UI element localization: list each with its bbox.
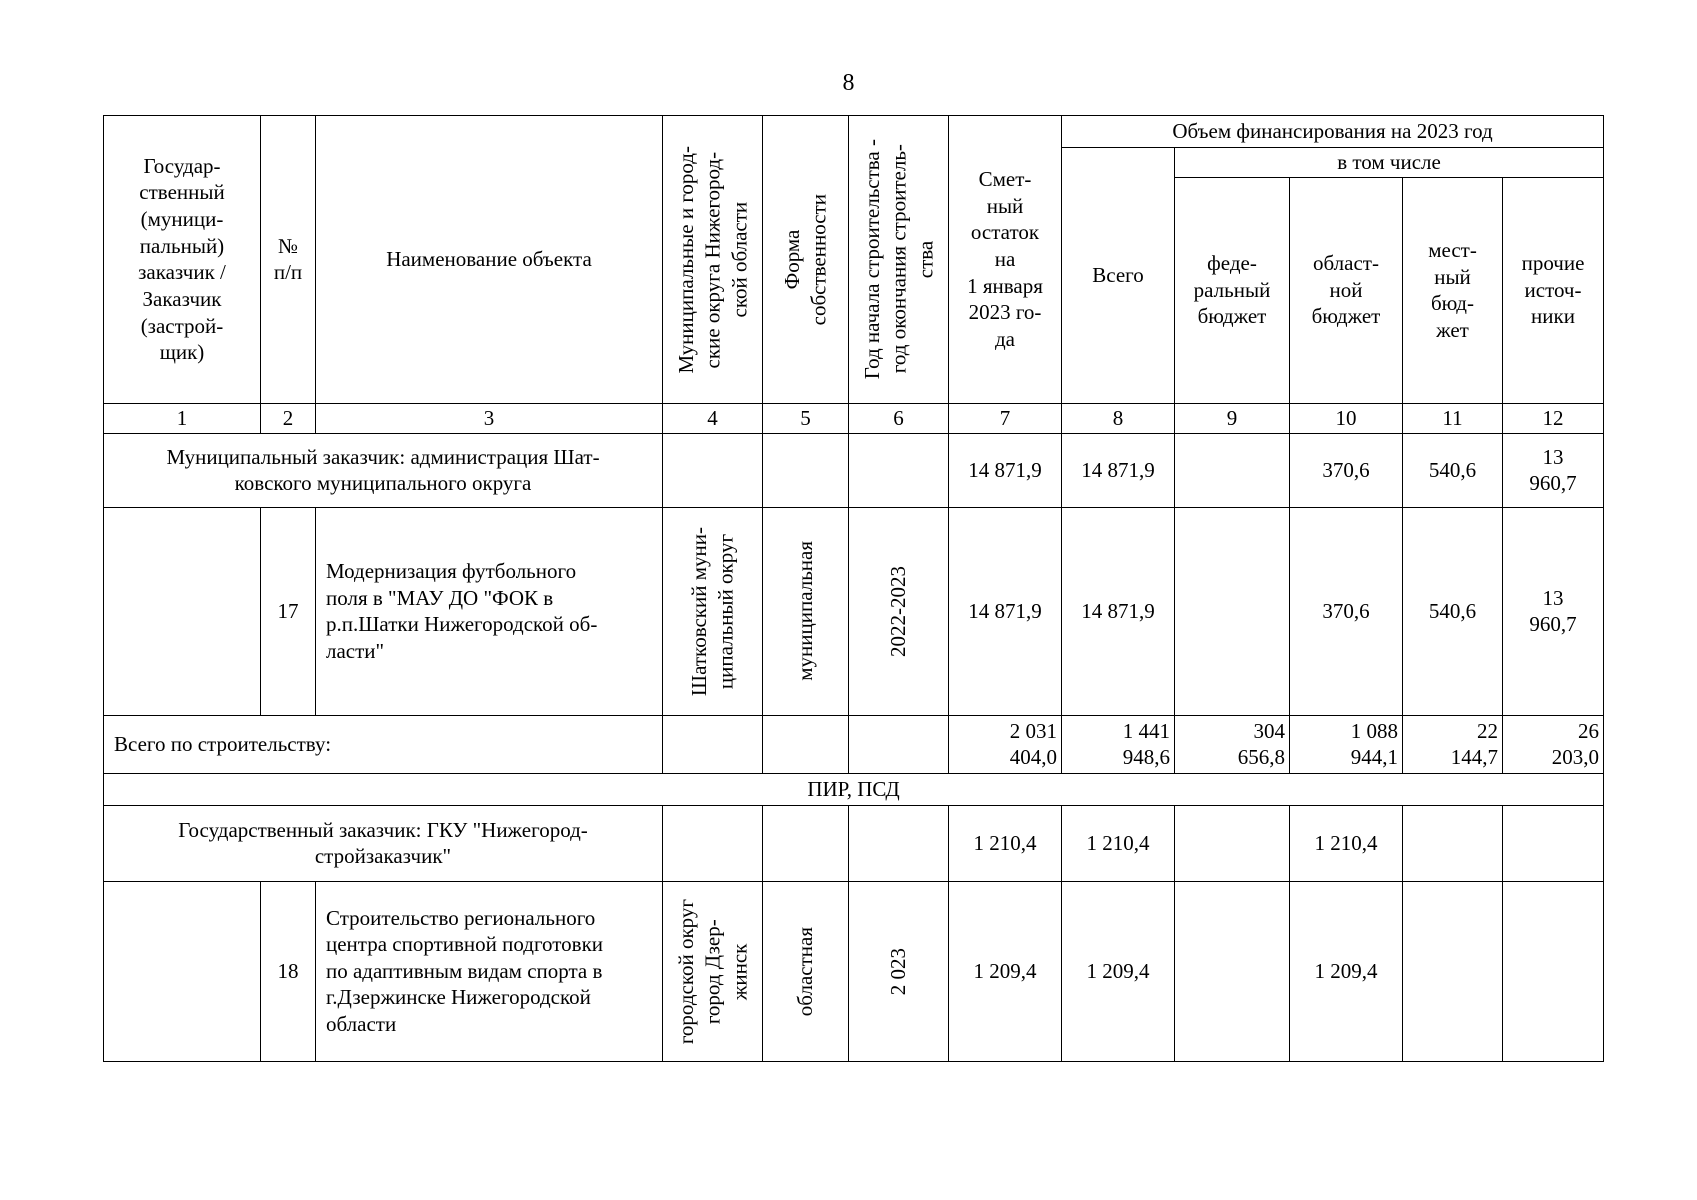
federal-value: 304 656,8 xyxy=(1175,715,1290,773)
years: 2 023 xyxy=(849,881,949,1061)
column-number: 7 xyxy=(949,403,1062,433)
remainder-value: 14 871,9 xyxy=(949,507,1062,715)
regional-value: 1 209,4 xyxy=(1290,881,1403,1061)
header-customer: Государ- ственный (муници- пальный) заказчик / Заказчик (застрой- щик) xyxy=(104,116,261,404)
header-local: мест- ный бюд- жет xyxy=(1403,177,1503,403)
column-number: 12 xyxy=(1503,403,1604,433)
column-number: 1 xyxy=(104,403,261,433)
local-value: 22 144,7 xyxy=(1403,715,1503,773)
column-numbers-row xyxy=(104,403,1604,433)
remainder-value: 1 209,4 xyxy=(949,881,1062,1061)
local-value: 540,6 xyxy=(1403,433,1503,507)
header-other: прочие источ- ники xyxy=(1503,177,1604,403)
section-title: ПИР, ПСД xyxy=(104,773,1604,805)
total-label: Всего по строительству: xyxy=(104,715,663,773)
column-number: 3 xyxy=(316,403,663,433)
ownership: муниципальная xyxy=(763,507,849,715)
column-number: 4 xyxy=(663,403,763,433)
header-row xyxy=(104,116,1604,148)
total-value: 14 871,9 xyxy=(1062,433,1175,507)
customer-label: Государственный заказчик: ГКУ "Нижегород- стройзаказчик" xyxy=(104,805,663,881)
total-value: 1 441 948,6 xyxy=(1062,715,1175,773)
column-number: 6 xyxy=(849,403,949,433)
regional-value: 370,6 xyxy=(1290,433,1403,507)
section-row xyxy=(104,773,1604,805)
column-number: 11 xyxy=(1403,403,1503,433)
header-total: Всего xyxy=(1062,148,1175,404)
table-row xyxy=(104,507,1604,715)
header-ownership: Форма собственности xyxy=(763,116,849,404)
column-number: 5 xyxy=(763,403,849,433)
table-row xyxy=(104,881,1604,1061)
column-number: 9 xyxy=(1175,403,1290,433)
district: Шатковский муни- ципальный округ xyxy=(663,507,763,715)
other-value: 13 960,7 xyxy=(1503,507,1604,715)
header-funding-title: Объем финансирования на 2023 год xyxy=(1062,116,1604,148)
item-number: 18 xyxy=(261,881,316,1061)
ownership: областная xyxy=(763,881,849,1061)
column-number: 8 xyxy=(1062,403,1175,433)
item-number: 17 xyxy=(261,507,316,715)
financing-table xyxy=(103,115,1604,1062)
total-value: 1 210,4 xyxy=(1062,805,1175,881)
header-regional: област- ной бюджет xyxy=(1290,177,1403,403)
customer-row xyxy=(104,433,1604,507)
object-name: Строительство регионального центра спортивной подготовки по адаптивным видам спорта в г.Дзержинске Нижегородской области xyxy=(316,881,663,1061)
total-value: 1 209,4 xyxy=(1062,881,1175,1061)
header-including: в том числе xyxy=(1175,148,1604,178)
years: 2022-2023 xyxy=(849,507,949,715)
remainder-value: 1 210,4 xyxy=(949,805,1062,881)
total-row xyxy=(104,715,1604,773)
regional-value: 370,6 xyxy=(1290,507,1403,715)
remainder-value: 2 031 404,0 xyxy=(949,715,1062,773)
other-value: 26 203,0 xyxy=(1503,715,1604,773)
local-value: 540,6 xyxy=(1403,507,1503,715)
object-name: Модернизация футбольного поля в "МАУ ДО "ФОК в р.п.Шатки Нижегородской об- ласти" xyxy=(316,507,663,715)
column-number: 2 xyxy=(261,403,316,433)
header-years: Год начала строительства - год окончания строитель- ства xyxy=(849,116,949,404)
regional-value: 1 210,4 xyxy=(1290,805,1403,881)
column-number: 10 xyxy=(1290,403,1403,433)
page-number: 8 xyxy=(842,70,855,96)
district: городской округ город Дзер- жинск xyxy=(663,881,763,1061)
header-object-name: Наименование объекта xyxy=(316,116,663,404)
header-district: Муниципальные и город- ские округа Нижегород- ской области xyxy=(663,116,763,404)
total-value: 14 871,9 xyxy=(1062,507,1175,715)
remainder-value: 14 871,9 xyxy=(949,433,1062,507)
customer-label: Муниципальный заказчик: администрация Шат- ковского муниципального округа xyxy=(104,433,663,507)
customer-row xyxy=(104,805,1604,881)
header-remainder: Смет- ный остаток на 1 января 2023 го- да xyxy=(949,116,1062,404)
header-number: № п/п xyxy=(261,116,316,404)
regional-value: 1 088 944,1 xyxy=(1290,715,1403,773)
other-value: 13 960,7 xyxy=(1503,433,1604,507)
header-federal: феде- ральный бюджет xyxy=(1175,177,1290,403)
